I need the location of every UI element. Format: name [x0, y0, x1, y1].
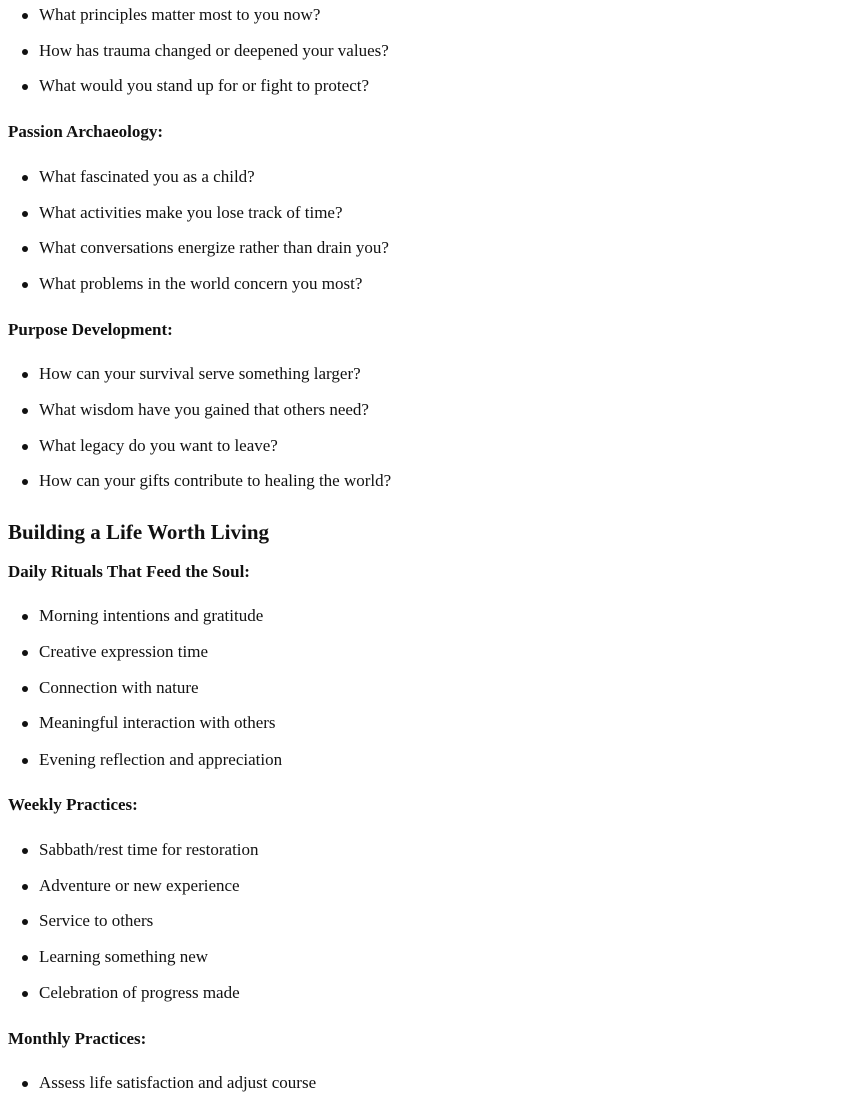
list-item: Connection with nature	[39, 678, 199, 697]
list-item: Morning intentions and gratitude	[39, 606, 264, 625]
list-item: How has trauma changed or deepened your values?	[39, 41, 389, 60]
section-subheading-daily: Daily Rituals That Feed the Soul:	[8, 562, 250, 581]
list-item: What would you stand up for or fight to protect?	[39, 76, 370, 95]
section-subheading-monthly: Monthly Practices:	[8, 1029, 147, 1048]
list-item: Sabbath/rest time for restoration	[39, 840, 259, 859]
section-subheading-weekly: Weekly Practices:	[8, 795, 138, 814]
section-subheading-purpose: Purpose Development:	[8, 320, 173, 339]
section-subheading-passion: Passion Archaeology:	[8, 122, 164, 141]
list-item: How can your gifts contribute to healing the world?	[39, 471, 392, 490]
list-item: What wisdom have you gained that others need?	[39, 400, 369, 419]
list-item: Evening reflection and appreciation	[39, 750, 283, 769]
list-item: Creative expression time	[39, 642, 209, 661]
list-item: How can your survival serve something larger?	[39, 364, 361, 383]
list-item: What activities make you lose track of time?	[39, 203, 343, 222]
list-item: Assess life satisfaction and adjust course	[39, 1073, 317, 1092]
list-item: What problems in the world concern you most?	[39, 274, 363, 293]
list-item: What fascinated you as a child?	[39, 167, 255, 186]
list-item: Service to others	[39, 911, 154, 930]
list-item: Adventure or new experience	[39, 876, 240, 895]
list-item: What legacy do you want to leave?	[39, 436, 278, 455]
section-heading-building: Building a Life Worth Living	[8, 520, 270, 544]
list-item: Celebration of progress made	[39, 983, 240, 1002]
list-item: Learning something new	[39, 947, 209, 966]
list-item: Meaningful interaction with others	[39, 713, 276, 732]
list-item: What conversations energize rather than drain you?	[39, 238, 389, 257]
list-item: What principles matter most to you now?	[39, 5, 321, 24]
